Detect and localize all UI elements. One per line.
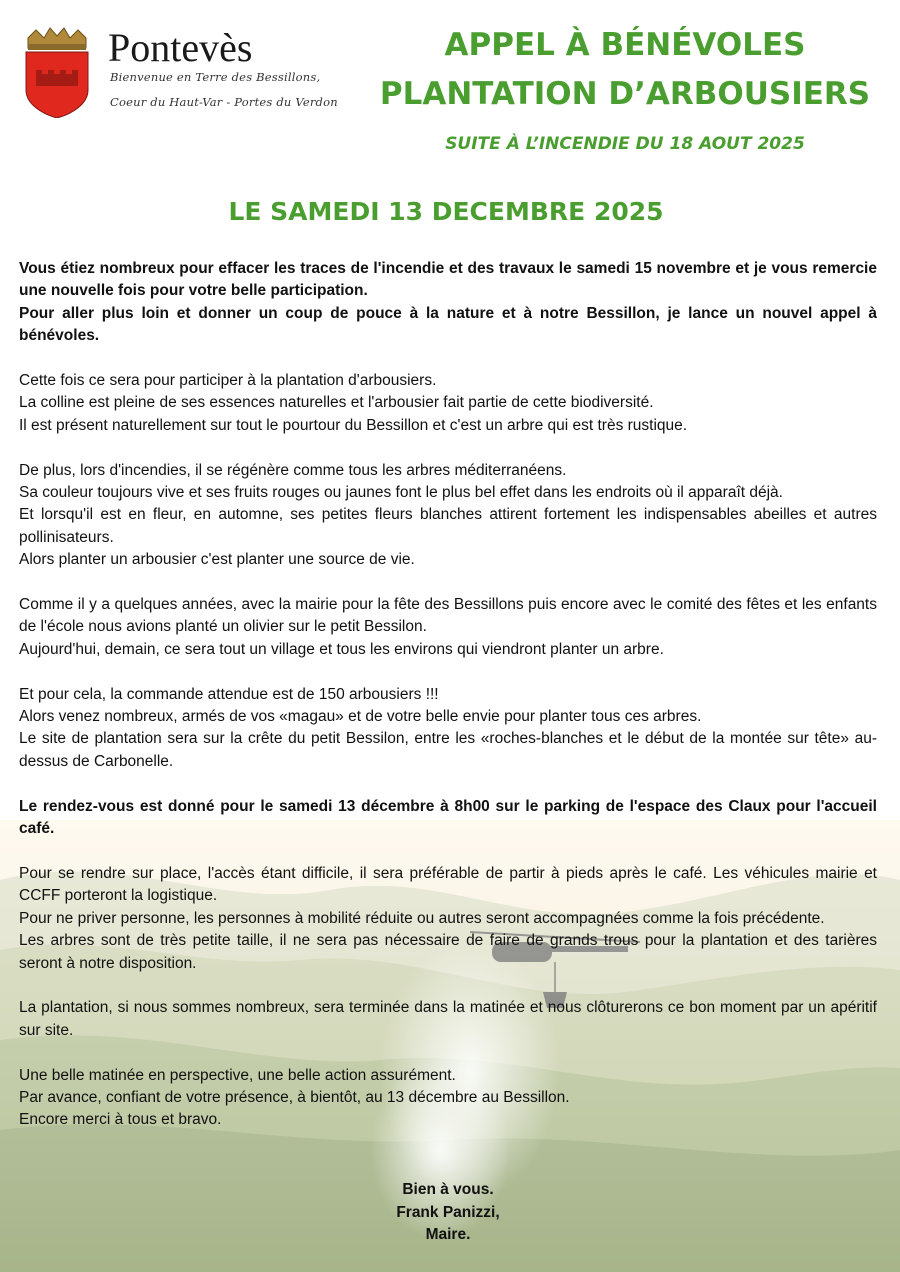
paragraph: Les arbres sont de très petite taille, il ne sera pas nécessaire de faire de grands trous pour la plantation et des tarières seront à notre disposition. [19,932,877,972]
paragraph: Encore merci à tous et bravo. [19,1111,222,1129]
signature-greeting: Bien à vous. [402,1181,494,1198]
paragraph: Alors venez nombreux, armés de vos «magau» et de votre belle envie pour planter tous ces arbres. [19,708,702,726]
paragraph: La colline est pleine de ses essences naturelles et l'arbousier fait partie de cette biodiversité. [19,394,654,412]
paragraph: Comme il y a quelques années, avec la mairie pour la fête des Bessillons puis encore avec le comité des fêtes et les enfants de l'école nous avions planté un olivier sur le petit Bessilon. [19,596,877,636]
paragraph: Cette fois ce sera pour participer à la plantation d'arbousiers. [19,372,437,390]
paragraph: Vous étiez nombreux pour effacer les traces de l'incendie et des travaux le samedi 15 novembre et je vous remercie une nouvelle fois pour votre belle participation. [19,260,877,300]
paragraph: La plantation, si nous sommes nombreux, sera terminée dans la matinée et nous clôturerons ce bon moment par un apéritif sur site. [19,999,877,1039]
letter-body [19,258,877,1132]
paragraph: Pour se rendre sur place, l'accès étant difficile, il sera préférable de partir à pieds après le café. Les véhicules mairie et CCFF porteront la logistique. [19,864,877,905]
paragraph: Pour aller plus loin et donner un coup de pouce à la nature et à notre Bessillon, je lance un nouvel appel à bénévoles. [19,304,877,345]
page-title-2: PLANTATION D’ARBOUSIERS [379,76,871,112]
signature-block [0,1179,896,1247]
page-subtitle: SUITE À L’INCENDIE DU 18 AOUT 2025 [445,134,805,154]
paragraph: Et lorsqu'il est en fleur, en automne, ses petites fleurs blanches attirent fortement les indispensables abeilles et autres pollinisateurs. [19,506,877,546]
paragraph: Pour ne priver personne, les personnes à mobilité réduite ou autres seront accompagnées comme la fois précédente. [19,909,825,927]
town-tagline-1: Bienvenue en Terre des Bessillons, [110,70,321,84]
paragraph: Et pour cela, la commande attendue est de 150 arbousiers !!! [19,685,439,703]
town-crest-icon [22,26,92,118]
paragraph: Alors planter un arbousier c'est planter une source de vie. [19,551,415,569]
signature-name: Frank Panizzi, [396,1203,500,1221]
paragraph: Sa couleur toujours vive et ses fruits rouges ou jaunes font le plus bel effet dans les endroits où il apparaît déjà. [19,484,783,502]
signature-role: Maire. [425,1226,471,1243]
paragraph: Le site de plantation sera sur la crête du petit Bessilon, entre les «roches-blanches et le début de la montée sur tête» au-dessus de Carbonelle. [19,730,877,770]
event-date-heading: LE SAMEDI 13 DECEMBRE 2025 [228,197,664,226]
page-title-1: APPEL À BÉNÉVOLES [444,27,806,63]
town-name: Pontevès [108,25,253,70]
paragraph: Il est présent naturellement sur tout le pourtour du Bessillon et c'est un arbre qui est très rustique. [19,416,688,434]
meeting-info: Le rendez-vous est donné pour le samedi 13 décembre à 8h00 sur le parking de l'espace des Claux pour l'accueil café. [19,797,877,838]
paragraph: Une belle matinée en perspective, une belle action assurément. [19,1066,456,1084]
town-tagline-2: Coeur du Haut-Var - Portes du Verdon [110,95,338,109]
paragraph: Par avance, confiant de votre présence, à bientôt, au 13 décembre au Bessillon. [19,1088,570,1106]
paragraph: De plus, lors d'incendies, il se régénère comme tous les arbres méditerranéens. [19,461,567,479]
paragraph: Aujourd'hui, demain, ce sera tout un village et tous les environs qui viendront planter un arbre. [19,640,664,658]
